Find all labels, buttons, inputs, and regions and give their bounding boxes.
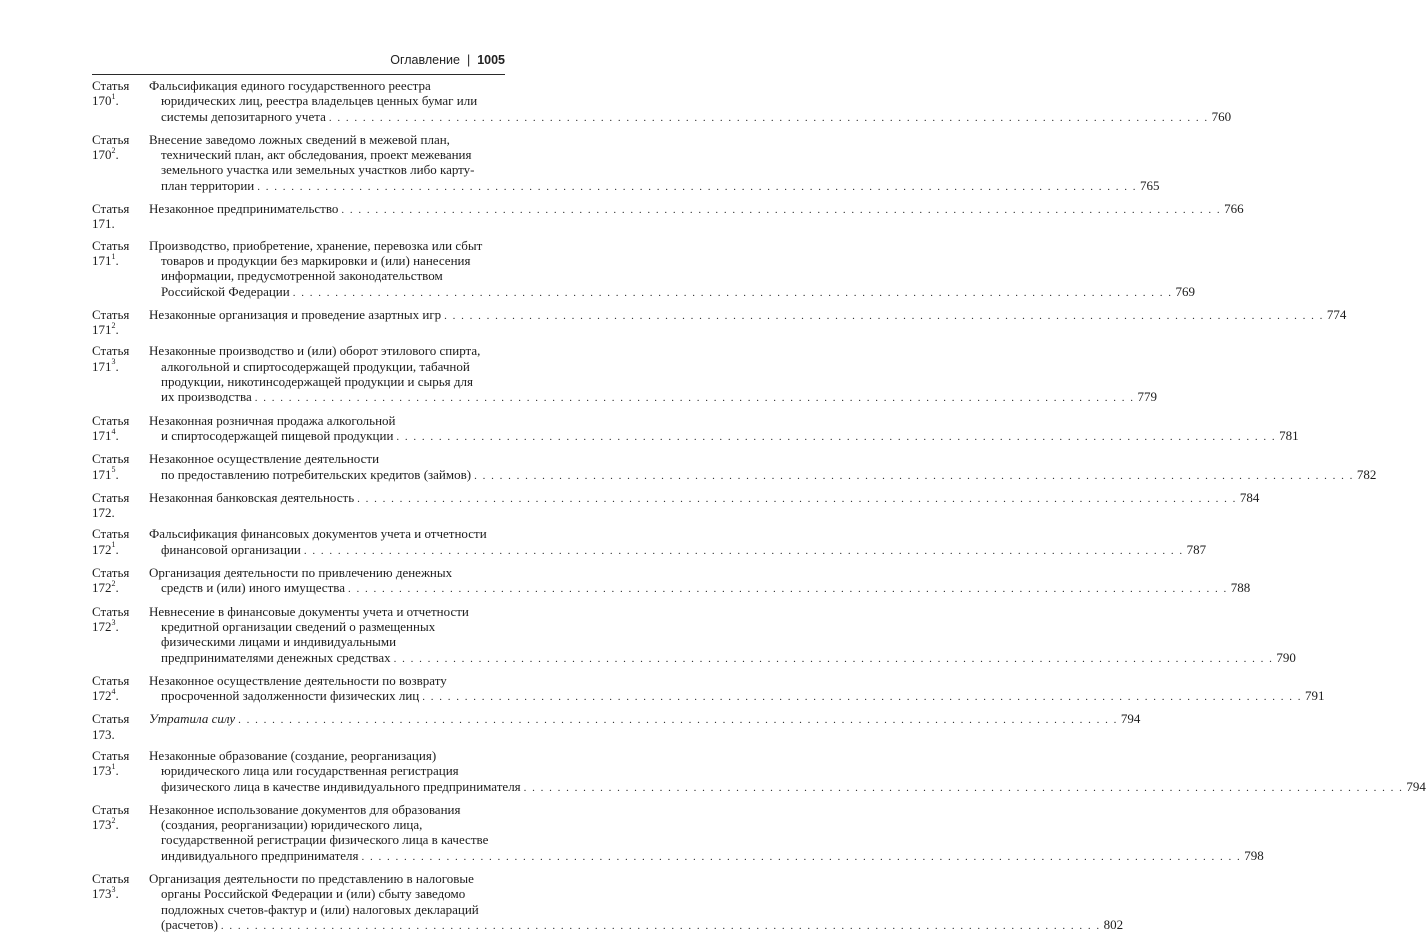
toc-entry[interactable] [92, 747, 1426, 796]
title-last-line [149, 490, 1259, 507]
dot-leader [255, 391, 1135, 406]
toc-entry[interactable] [92, 672, 1325, 706]
title-last-line [149, 688, 1325, 705]
article-number: 173 [92, 763, 112, 779]
toc-entry[interactable] [92, 451, 1377, 484]
title-line: юридических лиц, реестра владельцев ценных бумаг или [161, 93, 478, 109]
article-superscript: 1 [111, 540, 116, 550]
page-ref[interactable]: 802 [1103, 916, 1124, 932]
article-title [149, 748, 1426, 796]
dot-leader [474, 469, 1354, 484]
running-head-separator: | [466, 53, 471, 67]
page-ref[interactable]: 760 [1211, 108, 1232, 124]
title-line: физическими лицами и индивидуальными [161, 634, 397, 650]
article-superscript: 2 [111, 578, 116, 588]
article-label [92, 413, 149, 446]
title-text: индивидуального предпринимателя [161, 847, 359, 863]
title-text: их производства [161, 389, 252, 405]
title-last-line [149, 307, 1346, 324]
title-last-line [149, 389, 1157, 406]
dot-leader [257, 180, 1137, 195]
dot-leader [238, 713, 1118, 728]
running-head-title: Оглавление [390, 53, 460, 67]
article-label [92, 526, 149, 559]
article-superscript: 2 [111, 815, 116, 825]
article-label [92, 201, 149, 232]
page-ref[interactable]: 779 [1137, 389, 1157, 405]
article-dot: . [111, 216, 115, 232]
dot-leader [329, 111, 1209, 126]
title-line: Незаконные образование (создание, реорганизация) [149, 747, 437, 763]
article-word: Статья [92, 451, 130, 467]
article-title [149, 490, 1259, 521]
article-number: 173 [92, 817, 112, 833]
title-line: Незаконная розничная продажа алкогольной [149, 412, 396, 428]
title-text: план территории [161, 177, 255, 193]
article-word: Статья [92, 78, 130, 93]
title-line: Невнесение в финансовые документы учета и отчетности [149, 603, 469, 619]
article-title [149, 565, 1250, 598]
dot-leader [524, 781, 1404, 796]
article-word: Статья [92, 603, 130, 619]
toc-entry[interactable] [92, 526, 1207, 559]
title-text: средств и (или) иного имущества [161, 580, 345, 596]
title-line: подложных счетов-фактур и (или) налоговых деклараций [161, 901, 479, 917]
article-word: Статья [92, 672, 130, 688]
article-dot: . [111, 726, 115, 742]
article-dot: . [115, 688, 119, 704]
title-line: технический план, акт обследования, проект межевания [161, 147, 472, 163]
article-number: 172 [92, 580, 112, 596]
article-dot: . [115, 427, 119, 443]
page-ref[interactable]: 784 [1239, 489, 1260, 505]
running-head [390, 53, 505, 67]
dot-leader [394, 652, 1274, 667]
dot-leader [341, 203, 1221, 218]
title-line: Производство, приобретение, хранение, перевозка или сбыт [149, 237, 483, 253]
article-label [92, 871, 149, 934]
title-text: Незаконное предпринимательство [149, 201, 339, 217]
toc-entry[interactable] [92, 871, 1124, 934]
title-line: (создания, реорганизации) юридического лица, [161, 817, 423, 833]
article-superscript: 3 [111, 617, 116, 627]
title-text: финансовой организации [161, 541, 301, 557]
article-title [149, 871, 1123, 934]
dot-leader [362, 850, 1242, 865]
toc-entry[interactable] [92, 565, 1251, 598]
title-line: Организация деятельности по представлению в налоговые [149, 871, 474, 887]
title-line: юридического лица или государственная регистрация [161, 763, 459, 779]
title-line: Незаконные производство и (или) оборот этилового спирта, [149, 343, 481, 359]
dot-leader [304, 544, 1184, 559]
page-ref[interactable]: 787 [1186, 541, 1207, 557]
article-label [92, 490, 149, 521]
article-superscript: 4 [111, 426, 116, 436]
article-word: Статья [92, 871, 130, 887]
title-last-line [149, 109, 1231, 126]
article-dot: . [115, 322, 119, 338]
article-title [149, 526, 1206, 559]
dot-leader [293, 286, 1173, 301]
article-title [149, 802, 1264, 865]
dot-leader [348, 582, 1228, 597]
title-line: органы Российской Федерации и (или) сбыту заведомо [161, 886, 466, 902]
article-word: Статья [92, 201, 130, 217]
toc-entry[interactable] [92, 306, 1347, 338]
toc-entry[interactable] [92, 412, 1299, 446]
article-superscript: 3 [111, 357, 116, 367]
article-title [149, 307, 1346, 338]
article-number: 173 [92, 726, 112, 742]
article-label [92, 343, 149, 406]
article-title [149, 343, 1157, 406]
title-text: Российской Федерации [161, 283, 290, 299]
title-text: (расчетов) [161, 916, 218, 932]
article-number: 172 [92, 618, 112, 634]
page-ref[interactable]: 794 [1406, 778, 1426, 794]
article-label [92, 132, 149, 195]
article-number: 170 [92, 147, 112, 163]
article-word: Статья [92, 343, 130, 359]
article-title [149, 201, 1244, 232]
title-line: кредитной организации сведений о размещенных [161, 618, 436, 634]
title-line: товаров и продукции без маркировки и (или) нанесения [161, 252, 471, 268]
article-word: Статья [92, 306, 130, 322]
article-dot: . [115, 358, 119, 374]
article-dot: . [115, 252, 119, 268]
page-ref[interactable]: 788 [1230, 580, 1251, 596]
article-superscript: 3 [111, 885, 116, 895]
title-line: Незаконное осуществление деятельности по возврату [149, 672, 447, 688]
page-ref[interactable]: 766 [1224, 201, 1244, 217]
article-word: Статья [92, 747, 130, 763]
article-number: 171 [92, 466, 112, 482]
title-text: Незаконная банковская деятельность [149, 489, 355, 505]
page-ref[interactable]: 782 [1356, 466, 1377, 482]
toc-entry[interactable] [92, 603, 1296, 667]
toc-entry[interactable] [92, 201, 1244, 232]
article-dot: . [115, 147, 119, 163]
article-dot: . [115, 93, 119, 109]
title-last-line [149, 201, 1244, 218]
article-dot: . [115, 466, 119, 482]
dot-leader [357, 492, 1237, 507]
article-number: 171 [92, 358, 112, 374]
title-line: алкогольной и спиртосодержащей продукции, табачной [161, 358, 470, 374]
page-ref[interactable]: 769 [1175, 283, 1195, 299]
title-last-line [149, 542, 1206, 559]
toc-entry[interactable] [92, 801, 1264, 865]
article-title [149, 711, 1140, 742]
toc-entry[interactable] [92, 78, 1232, 126]
article-superscript: 5 [111, 465, 116, 475]
toc-entry[interactable] [92, 131, 1160, 195]
title-last-line [149, 428, 1299, 445]
article-word: Статья [92, 237, 130, 253]
page-ref[interactable]: 791 [1305, 688, 1325, 704]
dot-leader [444, 309, 1324, 324]
title-text: Незаконные организация и проведение азартных игр [149, 306, 442, 322]
article-word: Статья [92, 526, 130, 542]
title-last-line [149, 779, 1426, 796]
article-label [92, 604, 149, 667]
toc-entry[interactable] [92, 711, 1141, 742]
article-superscript: 4 [111, 686, 116, 696]
article-title [149, 673, 1325, 706]
title-text: системы депозитарного учета [161, 108, 326, 124]
article-number: 170 [92, 93, 112, 109]
article-number: 171 [92, 216, 112, 232]
dot-leader [422, 690, 1302, 705]
article-dot: . [115, 817, 119, 833]
article-title [149, 238, 1195, 301]
article-title [149, 132, 1160, 195]
title-last-line [149, 580, 1250, 597]
title-last-line [149, 178, 1160, 195]
article-number: 172 [92, 541, 112, 557]
page-ref[interactable]: 798 [1244, 847, 1264, 863]
article-superscript: 2 [111, 320, 116, 330]
title-line: продукции, никотинсодержащей продукции и сырья для [161, 374, 473, 390]
article-title [149, 604, 1296, 667]
title-line: Фальсификация финансовых документов учета и отчетности [149, 526, 487, 542]
article-word: Статья [92, 711, 130, 727]
article-superscript: 2 [111, 145, 116, 155]
article-superscript: 1 [111, 251, 116, 261]
article-label [92, 238, 149, 301]
article-dot: . [115, 541, 119, 557]
article-word: Статья [92, 131, 130, 147]
article-superscript: 1 [111, 761, 116, 771]
article-title [149, 78, 1231, 126]
article-label [92, 307, 149, 338]
title-line: Организация деятельности по привлечению денежных [149, 565, 453, 581]
article-dot: . [111, 505, 115, 521]
article-title [149, 413, 1299, 446]
article-dot: . [115, 580, 119, 596]
title-text: и спиртосодержащей пищевой продукции [161, 427, 394, 443]
table-of-contents [92, 78, 1426, 940]
title-last-line [149, 917, 1123, 934]
article-label [92, 748, 149, 796]
title-last-line [149, 284, 1195, 301]
page-ref[interactable]: 794 [1120, 711, 1141, 727]
article-dot: . [115, 618, 119, 634]
article-dot: . [115, 886, 119, 902]
toc-entry[interactable] [92, 237, 1195, 301]
title-last-line [149, 848, 1264, 865]
toc-entry[interactable] [92, 489, 1260, 521]
title-text: Утратила силу [149, 711, 236, 727]
title-line: земельного участка или земельных участков либо карту- [161, 162, 475, 178]
title-text: физического лица в качестве индивидуального предпринимателя [161, 778, 521, 794]
title-text: по предоставлению потребительских кредитов (займов) [161, 466, 472, 482]
article-number: 173 [92, 886, 112, 902]
page-number: 1005 [477, 53, 505, 67]
article-dot: . [115, 763, 119, 779]
article-number: 172 [92, 505, 112, 521]
title-line: информации, предусмотренной законодательством [161, 268, 443, 284]
toc-entry[interactable] [92, 343, 1157, 406]
article-label [92, 78, 149, 126]
article-number: 171 [92, 427, 112, 443]
dot-leader [396, 430, 1276, 445]
article-label [92, 451, 149, 484]
article-title [149, 451, 1376, 484]
page-ref[interactable]: 781 [1279, 427, 1299, 443]
article-number: 171 [92, 322, 112, 338]
title-last-line [149, 650, 1296, 667]
article-superscript: 1 [111, 91, 116, 101]
title-line: Незаконное использование документов для образования [149, 801, 461, 817]
title-line: государственной регистрации физического лица в качестве [161, 832, 489, 848]
page-ref[interactable]: 774 [1326, 306, 1347, 322]
article-number: 172 [92, 688, 112, 704]
article-word: Статья [92, 801, 130, 817]
title-text: предпринимателями денежных средствах [161, 649, 391, 665]
dot-leader [221, 919, 1101, 934]
page-ref[interactable]: 765 [1140, 177, 1160, 193]
title-line: Незаконное осуществление деятельности [149, 451, 380, 467]
article-word: Статья [92, 565, 130, 581]
article-number: 171 [92, 252, 112, 268]
title-last-line [149, 711, 1140, 728]
title-text: просроченной задолженности физических лиц [161, 688, 420, 704]
article-word: Статья [92, 412, 130, 428]
title-last-line [149, 467, 1376, 484]
article-word: Статья [92, 489, 130, 505]
article-label [92, 802, 149, 865]
page-ref[interactable]: 790 [1276, 649, 1296, 665]
article-label [92, 711, 149, 742]
title-line: Фальсификация единого государственного реестра [149, 78, 431, 93]
title-line: Внесение заведомо ложных сведений в межевой план, [149, 131, 450, 147]
article-label [92, 673, 149, 706]
article-label [92, 565, 149, 598]
page-header [92, 40, 505, 75]
